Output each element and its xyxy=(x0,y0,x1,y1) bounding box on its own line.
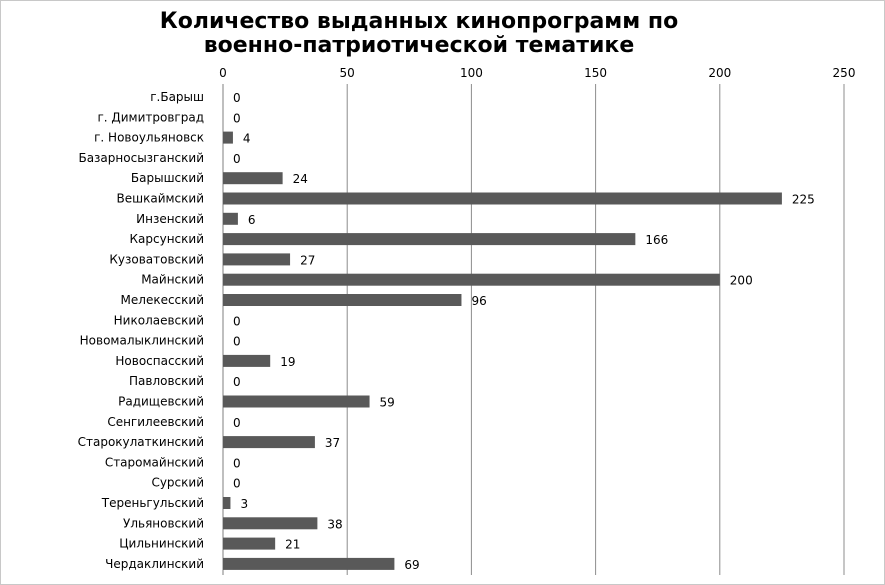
bar xyxy=(223,517,317,529)
category-label: Карсунский xyxy=(129,232,204,247)
data-label: 4 xyxy=(242,131,251,146)
category-label: Николаевский xyxy=(113,313,204,328)
data-label: 0 xyxy=(233,415,241,430)
category-label: Вешкаймский xyxy=(116,191,204,206)
category-label: Радищевский xyxy=(118,394,204,409)
category-label: Мелекесский xyxy=(120,293,204,307)
data-label: 0 xyxy=(233,91,241,105)
x-tick-label-50: 50 xyxy=(339,66,355,80)
bar-chart xyxy=(1,1,884,584)
category-label: Сурский xyxy=(151,475,204,490)
data-label: 69 xyxy=(404,557,420,572)
x-axis-ticks xyxy=(219,66,855,80)
category-label: Павловский xyxy=(129,374,204,389)
data-label: 225 xyxy=(791,192,815,207)
data-label: 0 xyxy=(233,314,241,329)
category-label: г. Новоульяновск xyxy=(94,130,204,145)
bar xyxy=(223,355,270,367)
category-label: Цильнинский xyxy=(119,536,204,551)
bar xyxy=(223,558,394,570)
data-label: 27 xyxy=(300,253,316,268)
data-label: 0 xyxy=(233,375,241,390)
category-label: г.Барыш xyxy=(150,90,204,104)
gridlines xyxy=(223,84,844,575)
x-tick-label-100: 100 xyxy=(459,66,483,80)
category-label: Новоспасский xyxy=(115,353,204,368)
category-label: Кузоватовский xyxy=(109,252,204,267)
category-label: Барышский xyxy=(130,171,204,186)
x-tick-label-150: 150 xyxy=(584,66,608,80)
category-label: Старомайнский xyxy=(104,455,204,470)
bar xyxy=(223,213,238,225)
x-tick-label-0: 0 xyxy=(219,66,227,80)
x-tick-label-250: 250 xyxy=(832,66,856,80)
category-label: Сенгилеевский xyxy=(107,414,204,429)
category-label: Новомалыклинский xyxy=(79,333,204,348)
data-label: 3 xyxy=(240,497,249,511)
data-label: 37 xyxy=(324,436,341,451)
data-label: 19 xyxy=(280,354,296,369)
category-label: г. Димитровград xyxy=(97,110,204,125)
chart-title-line-1: Количество выданных кинопрограмм по xyxy=(159,9,679,34)
category-labels xyxy=(78,90,204,571)
data-label: 0 xyxy=(233,151,241,166)
bar xyxy=(223,193,782,205)
bar xyxy=(223,233,635,245)
category-label: Майнский xyxy=(141,272,204,287)
data-label: 0 xyxy=(233,111,241,126)
data-label: 0 xyxy=(233,456,241,471)
data-label: 96 xyxy=(471,294,487,308)
category-label: Инзенский xyxy=(136,211,204,226)
data-label: 0 xyxy=(233,334,241,349)
x-tick-label-200: 200 xyxy=(708,66,732,80)
data-label: 0 xyxy=(233,476,241,491)
category-label: Базарносызганский xyxy=(78,150,204,165)
data-label: 24 xyxy=(292,172,308,187)
chart-title-line-2: военно-патриотической тематике xyxy=(203,33,635,58)
data-labels xyxy=(233,91,815,572)
data-label: 59 xyxy=(379,395,395,410)
bar xyxy=(223,538,275,550)
bar xyxy=(223,274,720,286)
category-label: Тереньгульский xyxy=(101,496,204,510)
bar xyxy=(223,253,290,265)
data-label: 21 xyxy=(285,537,301,552)
bars xyxy=(223,132,782,570)
bar xyxy=(223,436,315,448)
category-label: Старокулаткинский xyxy=(77,435,204,450)
data-label: 166 xyxy=(645,233,669,248)
data-label: 38 xyxy=(327,517,343,532)
data-label: 200 xyxy=(729,273,753,288)
bar xyxy=(223,172,283,184)
bar xyxy=(223,396,370,408)
category-label: Ульяновский xyxy=(123,516,204,531)
bar xyxy=(223,294,461,306)
data-label: 6 xyxy=(247,212,256,227)
category-label: Чердаклинский xyxy=(105,556,204,571)
bar xyxy=(223,132,233,144)
bar xyxy=(223,497,230,509)
